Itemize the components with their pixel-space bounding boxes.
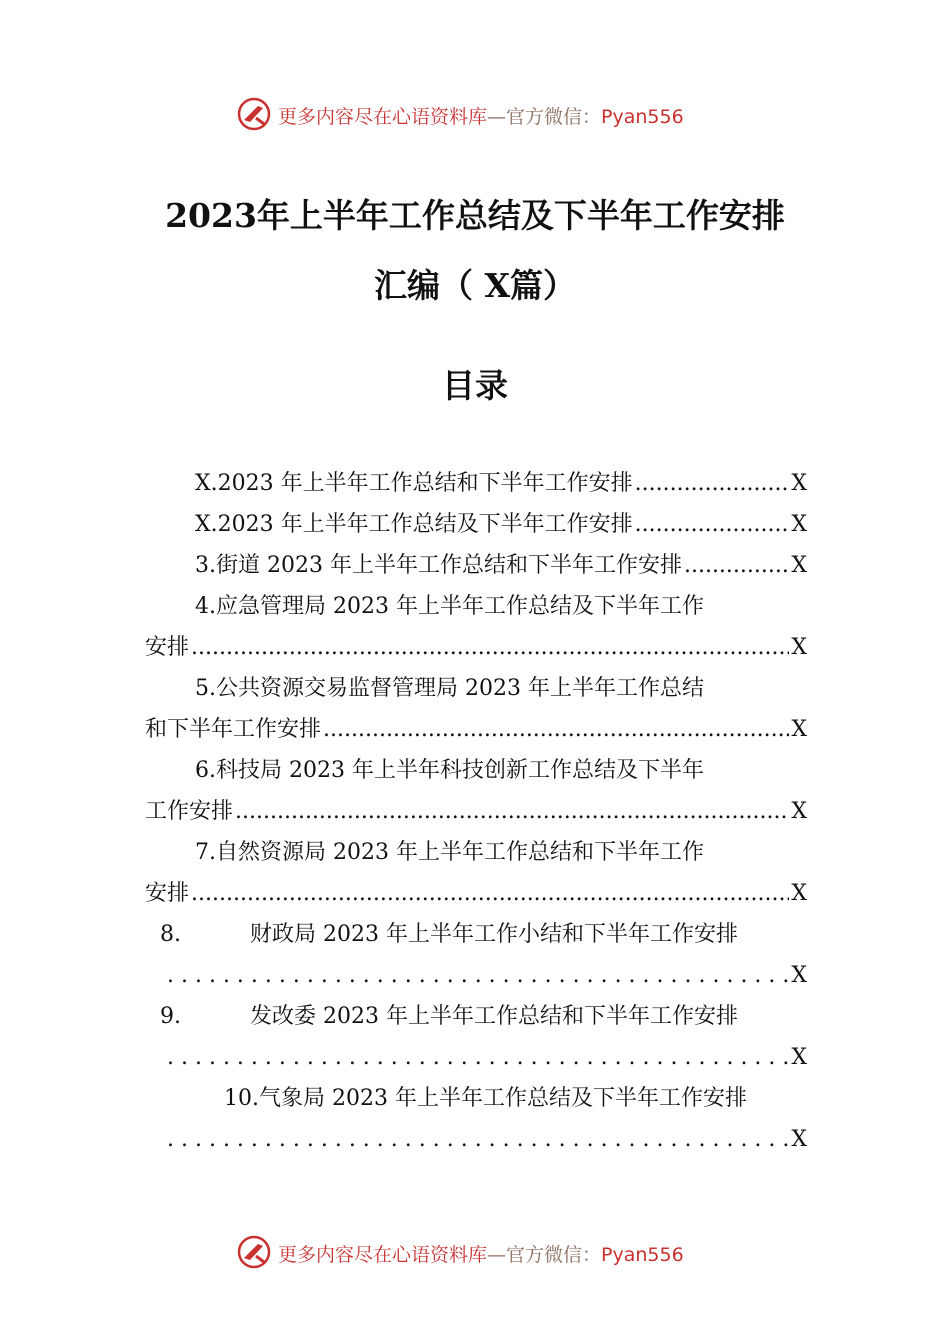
dot-leader bbox=[635, 469, 790, 499]
toc-entry-text: X.2023 年上半年工作总结及下半年工作安排 bbox=[195, 512, 633, 537]
banner-wechat: Pyan556 bbox=[601, 1244, 684, 1266]
banner-middle: —官方微信： bbox=[487, 1244, 602, 1266]
toc-entry-text: 7.自然资源局 2023 年上半年工作总结和下半年工作 bbox=[195, 840, 704, 865]
toc-entry-5[interactable] bbox=[195, 674, 807, 704]
toc-page: X bbox=[791, 553, 807, 578]
toc-entry-3[interactable] bbox=[195, 551, 807, 581]
toc-entry-text: 4.应急管理局 2023 年上半年工作总结及下半年工作 bbox=[195, 594, 704, 619]
toc-entry-num: 8. bbox=[160, 922, 181, 947]
document-title-line1: 2023年上半年工作总结及下半年工作安排 bbox=[165, 196, 785, 235]
logo-icon bbox=[236, 96, 272, 132]
toc-page: X bbox=[791, 471, 807, 496]
banner-text bbox=[278, 1240, 684, 1267]
toc-entry-text: 财政局 2023 年上半年工作小结和下半年工作安排 bbox=[250, 922, 738, 947]
toc-heading: 目录 bbox=[442, 366, 508, 405]
toc-entry-4-cont[interactable] bbox=[145, 633, 807, 663]
dot-leader bbox=[635, 510, 790, 540]
toc-entry-9[interactable] bbox=[160, 1002, 807, 1032]
toc-page: X bbox=[791, 1127, 807, 1152]
logo-icon bbox=[236, 1234, 272, 1270]
toc-entry-8[interactable] bbox=[160, 920, 807, 950]
dot-leader bbox=[191, 633, 789, 663]
toc-entry-6-cont[interactable] bbox=[145, 797, 807, 827]
toc-entry-4[interactable] bbox=[195, 592, 807, 622]
toc-entry-2[interactable] bbox=[195, 510, 807, 540]
banner-text bbox=[278, 102, 684, 129]
toc-entry-7[interactable] bbox=[195, 838, 807, 868]
toc-entry-text: 发改委 2023 年上半年工作总结和下半年工作安排 bbox=[250, 1004, 738, 1029]
toc-entry-5-cont[interactable] bbox=[145, 715, 807, 745]
toc-page: X bbox=[791, 635, 807, 660]
toc-entry-8-leader[interactable] bbox=[165, 961, 807, 991]
banner-wechat: Pyan556 bbox=[601, 106, 684, 128]
banner-prefix: 更多内容尽在心语资料库 bbox=[278, 1244, 488, 1266]
toc-entry-text: 5.公共资源交易监督管理局 2023 年上半年工作总结 bbox=[195, 676, 704, 701]
toc-entry-text: 6.科技局 2023 年上半年科技创新工作总结及下半年 bbox=[195, 758, 704, 783]
toc-entry-cont: 和下半年工作安排 bbox=[145, 717, 322, 742]
dot-leader bbox=[235, 797, 789, 827]
toc-page: X bbox=[791, 1045, 807, 1070]
toc-page: X bbox=[791, 881, 807, 906]
toc-entry-10-leader[interactable] bbox=[165, 1125, 807, 1155]
toc-page: X bbox=[791, 963, 807, 988]
dot-leader bbox=[684, 551, 789, 581]
toc-entry-text: 3.街道 2023 年上半年工作总结和下半年工作安排 bbox=[195, 553, 682, 578]
toc-entry-num: 9. bbox=[160, 1004, 181, 1029]
toc-entry-10[interactable] bbox=[224, 1084, 807, 1114]
dot-leader bbox=[323, 715, 789, 745]
toc-entry-text: 10.气象局 2023 年上半年工作总结及下半年工作安排 bbox=[224, 1086, 747, 1111]
toc-entry-cont: 安排 bbox=[145, 635, 190, 660]
dot-leader bbox=[191, 879, 789, 909]
toc-entry-1[interactable] bbox=[195, 469, 807, 499]
dot-leader bbox=[167, 1125, 789, 1155]
banner-middle: —官方微信： bbox=[487, 106, 602, 128]
toc-page: X bbox=[791, 512, 807, 537]
toc-page: X bbox=[791, 799, 807, 824]
toc-page: X bbox=[791, 717, 807, 742]
header-banner bbox=[0, 94, 950, 134]
toc-entry-cont: 工作安排 bbox=[145, 799, 234, 824]
toc-entry-9-leader[interactable] bbox=[165, 1043, 807, 1073]
dot-leader bbox=[167, 1043, 789, 1073]
toc-entry-6[interactable] bbox=[195, 756, 807, 786]
toc-entry-text: X.2023 年上半年工作总结和下半年工作安排 bbox=[195, 471, 633, 496]
document-title-line2: 汇编（ X篇） bbox=[373, 266, 577, 305]
footer-banner bbox=[0, 1232, 950, 1272]
toc-entry-cont: 安排 bbox=[145, 881, 190, 906]
banner-prefix: 更多内容尽在心语资料库 bbox=[278, 106, 488, 128]
dot-leader bbox=[167, 961, 789, 991]
toc-entry-7-cont[interactable] bbox=[145, 879, 807, 909]
